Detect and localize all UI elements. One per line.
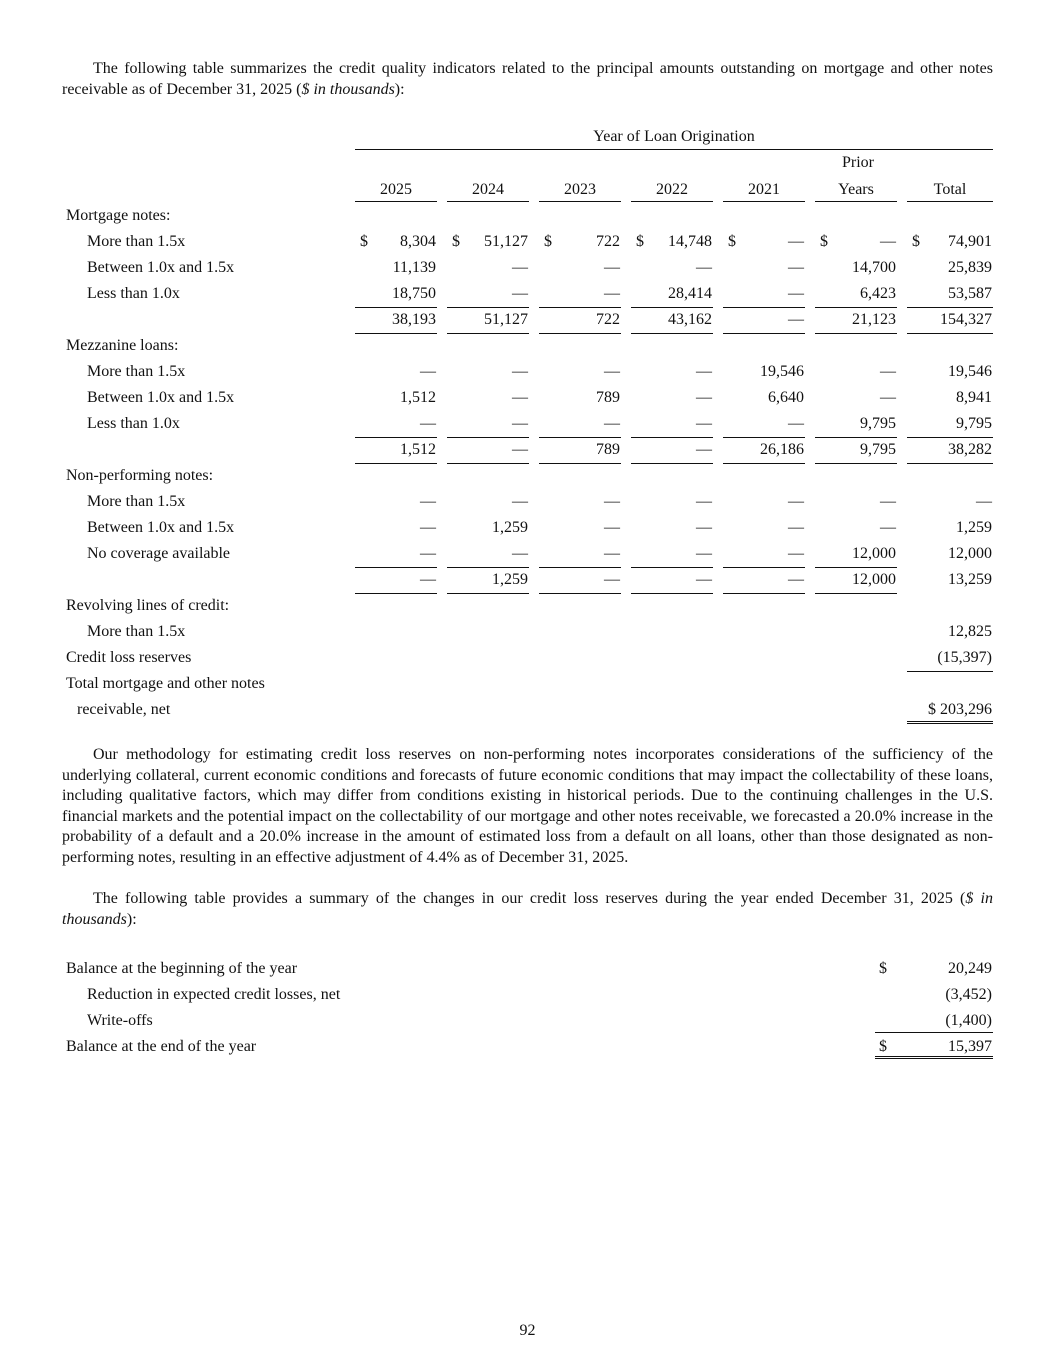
table-cell: — [696, 545, 712, 562]
subtotal-rule [815, 307, 897, 308]
dollar-sign: $ [879, 960, 887, 977]
subtotal-bottom-rule [355, 463, 437, 464]
table-cell: — [420, 415, 436, 432]
column-header-underline [723, 201, 805, 202]
reserve-row-label: Balance at the end of the year [66, 1038, 257, 1055]
subtotal-rule [355, 437, 437, 438]
subtotal-rule [631, 567, 713, 568]
subtotal-rule [447, 437, 529, 438]
subtotal-cell: 154,327 [940, 311, 992, 328]
intro-paragraph-2 [62, 889, 993, 930]
subtotal-rule [539, 567, 621, 568]
table-cell: — [788, 415, 804, 432]
grand-total-double-rule [907, 721, 993, 724]
table-cell: 19,546 [760, 363, 804, 380]
table-cell: — [420, 519, 436, 536]
table-cell: — [696, 363, 712, 380]
column-header-2025: 2025 [380, 181, 412, 198]
subtotal-cell: — [696, 571, 712, 588]
subtotal-cell: — [420, 571, 436, 588]
subtotal-cell: 43,162 [668, 311, 712, 328]
table-cell: — [880, 233, 896, 250]
reserve-row-value: 15,397 [948, 1038, 992, 1055]
table-cell: 1,259 [956, 519, 992, 536]
section-title: Mortgage notes: [66, 207, 171, 224]
reserve-row-label: Reduction in expected credit losses, net [87, 986, 341, 1003]
table-cell: — [788, 233, 804, 250]
table-cell: — [788, 259, 804, 276]
subtotal-rule [723, 307, 805, 308]
reserve-subtotal-rule [875, 1032, 993, 1033]
column-header-2021: 2021 [748, 181, 780, 198]
subtotal-bottom-rule [631, 463, 713, 464]
subtotal-cell: 26,186 [760, 441, 804, 458]
subtotal-bottom-rule [723, 333, 805, 334]
table-cell: — [512, 285, 528, 302]
table-cell: 19,546 [948, 363, 992, 380]
table-cell: — [420, 363, 436, 380]
dollar-sign: $ [820, 233, 828, 250]
table-cell: — [976, 493, 992, 510]
subtotal-bottom-rule [355, 593, 437, 594]
column-header-underline [355, 201, 437, 202]
subtotal-bottom-rule [815, 463, 897, 464]
table-cell: — [788, 285, 804, 302]
column-header-2022: 2022 [656, 181, 688, 198]
intro-2-suffix: ): [126, 910, 137, 928]
subtotal-bottom-rule [539, 463, 621, 464]
subtotal-bottom-rule [723, 593, 805, 594]
row-label: Credit loss reserves [66, 649, 192, 666]
table-cell: 28,414 [668, 285, 712, 302]
subtotal-bottom-rule [539, 333, 621, 334]
row-label: More than 1.5x [87, 623, 186, 640]
reserve-row-label: Balance at the beginning of the year [66, 960, 298, 977]
column-header-years: Years [838, 181, 874, 198]
table-cell: 6,423 [860, 285, 896, 302]
table-cell: — [604, 493, 620, 510]
dollar-sign: $ [360, 233, 368, 250]
table-cell: — [604, 259, 620, 276]
table-cell: — [512, 545, 528, 562]
column-header-2023: 2023 [564, 181, 596, 198]
year-of-loan-origination-header: Year of Loan Origination [593, 128, 755, 145]
table-cell: 12,000 [948, 545, 992, 562]
methodology-paragraph: Our methodology for estimating credit loss reserves on non-performing notes incorporates considerations of the sufficiency of the underlying collateral, current economic conditions and forecasts of future economic conditions that may impact the collectability of these loans, including qualitative factors, which may differ from conditions existing in historical periods. Due to the continuing challenges in the U.S. financial markets and the potential impact on the collectability of our mortgage and other notes receivable, we forecasted a 20.0% increase in the probability of a default and a 20.0% increase in the amount of estimated loss from a default on all loans, other than those designated as non-performing notes, resulting in an effective adjustment of 4.4% as of December 31, 2025. [62, 746, 993, 866]
table-cell: — [696, 415, 712, 432]
subtotal-rule [539, 437, 621, 438]
table-cell: 18,750 [392, 285, 436, 302]
row-label: No coverage available [87, 545, 231, 562]
subtotal-bottom-rule [447, 593, 529, 594]
subtotal-bottom-rule [723, 463, 805, 464]
subtotal-bottom-rule [539, 593, 621, 594]
table-cell: — [788, 545, 804, 562]
table-cell: 9,795 [860, 415, 896, 432]
subtotal-cell: 9,795 [860, 441, 896, 458]
column-header-2024: 2024 [472, 181, 504, 198]
table-cell: 789 [596, 389, 620, 406]
subtotal-cell: 722 [596, 311, 620, 328]
table-cell: — [880, 363, 896, 380]
table-cell: — [880, 493, 896, 510]
subtotal-rule [631, 307, 713, 308]
row-label: More than 1.5x [87, 493, 186, 510]
subtotal-rule [539, 307, 621, 308]
subtotal-rule [723, 567, 805, 568]
table-cell: 53,587 [948, 285, 992, 302]
row-label: Total mortgage and other notes [66, 675, 265, 692]
subtotal-bottom-rule [907, 463, 993, 464]
column-header-underline [539, 201, 621, 202]
table-cell: 8,304 [400, 233, 436, 250]
section-title: Revolving lines of credit: [66, 597, 230, 614]
subtotal-cell: 1,512 [400, 441, 436, 458]
reserve-row-value: (3,452) [945, 986, 992, 1003]
dollar-sign: $ [636, 233, 644, 250]
table-cell: — [788, 519, 804, 536]
reserve-row-value: 20,249 [948, 960, 992, 977]
subtotal-cell: — [604, 571, 620, 588]
grand-total-cell: $ 203,296 [928, 701, 992, 718]
table-cell: — [604, 415, 620, 432]
row-label: Between 1.0x and 1.5x [87, 259, 235, 276]
subtotal-rule [907, 307, 993, 308]
table-cell: 11,139 [392, 259, 436, 276]
table-cell: — [512, 415, 528, 432]
subtotal-cell: — [788, 311, 804, 328]
subtotal-rule [447, 307, 529, 308]
table-cell: — [696, 493, 712, 510]
table-cell: 25,839 [948, 259, 992, 276]
subtotal-rule [907, 437, 993, 438]
table-cell: 14,748 [668, 233, 712, 250]
intro-1-text: The following table summarizes the credit quality indicators related to the principal amounts outstanding on mortgage and other notes receivable as of December 31, 2025 ( [62, 60, 993, 98]
column-header-underline [907, 201, 993, 202]
intro-2-units: $ in thousands [62, 890, 993, 928]
intro-paragraph-1 [62, 59, 993, 100]
subtotal-cell: — [788, 571, 804, 588]
dollar-sign: $ [728, 233, 736, 250]
column-header-underline [447, 201, 529, 202]
table-cell: — [880, 389, 896, 406]
table-cell: — [880, 519, 896, 536]
subtotal-cell: — [696, 441, 712, 458]
table-cell: 74,901 [948, 233, 992, 250]
subtotal-bottom-rule [355, 333, 437, 334]
table-cell: 8,941 [956, 389, 992, 406]
subtotal-bottom-rule [631, 333, 713, 334]
subtotal-bottom-rule [447, 463, 529, 464]
row-label: Less than 1.0x [87, 415, 180, 432]
section-title: Mezzanine loans: [66, 337, 179, 354]
row-label: More than 1.5x [87, 363, 186, 380]
column-header-underline [815, 201, 897, 202]
dollar-sign: $ [544, 233, 552, 250]
subtotal-rule [723, 437, 805, 438]
subtotal-rule [355, 567, 437, 568]
subtotal-bottom-rule [631, 593, 713, 594]
subtotal-bottom-rule [447, 333, 529, 334]
row-label: receivable, net [77, 701, 171, 718]
dollar-sign: $ [912, 233, 920, 250]
reserves-rule [907, 671, 993, 672]
subtotal-rule [815, 437, 897, 438]
subtotal-bottom-rule [815, 593, 897, 594]
section-title: Non-performing notes: [66, 467, 214, 484]
subtotal-rule [815, 567, 897, 568]
subtotal-cell: 12,000 [852, 571, 896, 588]
reserve-total-double-rule [875, 1056, 993, 1059]
table-cell: 9,795 [956, 415, 992, 432]
subtotal-rule [631, 437, 713, 438]
subtotal-cell: — [512, 441, 528, 458]
dollar-sign: $ [879, 1038, 887, 1055]
subtotal-cell: 21,123 [852, 311, 896, 328]
table-cell: 51,127 [484, 233, 528, 250]
table-cell: 6,640 [768, 389, 804, 406]
intro-1-suffix: ): [394, 80, 405, 98]
row-label: Between 1.0x and 1.5x [87, 389, 235, 406]
table-cell: 1,259 [492, 519, 528, 536]
column-header-total: Total [933, 181, 967, 198]
dollar-sign: $ [452, 233, 460, 250]
intro-1-units: $ in thousands [301, 80, 395, 98]
reserve-row-label: Write-offs [87, 1012, 153, 1029]
table-cell: 1,512 [400, 389, 436, 406]
table-cell: 14,700 [852, 259, 896, 276]
subtotal-cell: 1,259 [492, 571, 528, 588]
table-cell: — [696, 519, 712, 536]
table-cell: 12,000 [852, 545, 896, 562]
table-cell: 722 [596, 233, 620, 250]
table-cell: — [604, 545, 620, 562]
table-cell: — [604, 285, 620, 302]
subtotal-rule [447, 567, 529, 568]
table-cell: — [420, 545, 436, 562]
subtotal-cell: 789 [596, 441, 620, 458]
column-header-underline [631, 201, 713, 202]
table-cell: (15,397) [937, 649, 992, 666]
table-cell: — [604, 363, 620, 380]
table-cell: — [512, 493, 528, 510]
header-rule [355, 149, 993, 150]
table-cell: — [420, 493, 436, 510]
reserve-row-value: (1,400) [945, 1012, 992, 1029]
subtotal-bottom-rule [907, 333, 993, 334]
column-header-prior: Prior [842, 154, 874, 171]
table-cell: — [696, 259, 712, 276]
page-number: 92 [519, 1322, 536, 1339]
row-label: More than 1.5x [87, 233, 186, 250]
table-cell: — [604, 519, 620, 536]
subtotal-cell: 38,193 [392, 311, 436, 328]
table-cell: 12,825 [948, 623, 992, 640]
subtotal-rule [355, 307, 437, 308]
table-cell: — [512, 363, 528, 380]
table-cell: — [512, 259, 528, 276]
subtotal-bottom-rule [815, 333, 897, 334]
table-cell: — [788, 493, 804, 510]
subtotal-cell: 38,282 [948, 441, 992, 458]
row-label: Between 1.0x and 1.5x [87, 519, 235, 536]
table-cell: — [696, 389, 712, 406]
table-cell: — [512, 389, 528, 406]
row-label: Less than 1.0x [87, 285, 180, 302]
subtotal-cell: 13,259 [948, 571, 992, 588]
intro-2-text: The following table provides a summary of the changes in our credit loss reserves during the year ended December 31, 2025 ( [93, 890, 966, 907]
subtotal-cell: 51,127 [484, 311, 528, 328]
